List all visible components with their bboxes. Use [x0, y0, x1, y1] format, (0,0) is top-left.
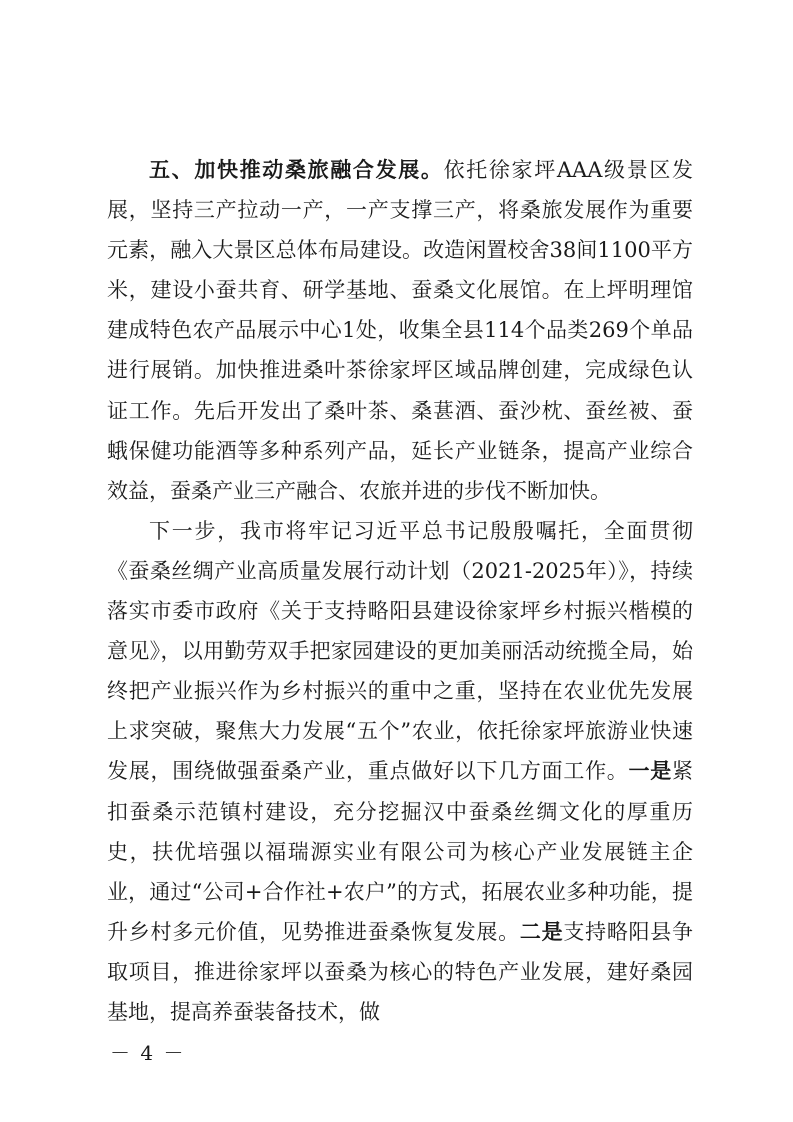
paragraph-sericulture-tourism: [107, 150, 693, 511]
document-body: [107, 150, 693, 1032]
point-text-two: 支持略阳县争取项目，推进徐家坪以蚕桑为核心的特色产业发展，建好桑园基地，提高养蚕装备技术，做: [107, 919, 694, 1024]
point-label-two: 二是: [519, 919, 564, 944]
page-number: － 4 －: [110, 1041, 186, 1065]
paragraph-next-steps: [107, 511, 693, 1032]
point-label-one: 一是: [628, 759, 673, 784]
point-text-one: 紧扣蚕桑示范镇村建设，充分挖掘汉中蚕桑丝绸文化的厚重历史，扶优培强以福瑞源实业有限公司为核心产业发展链主企业，通过“公司+合作社+农户”的方式，拓展农业多种功能，提升乡村多元价值，见势推进蚕桑恢复发展。: [107, 759, 694, 944]
paragraph-text: 下一步，我市将牢记习近平总书记殷殷嘱托，全面贯彻《蚕桑丝绸产业高质量发展行动计划（2021-2025年）》，持续落实市委市政府《关于支持略阳县建设徐家坪乡村振兴楷模的意见》，以用勤劳双手把家园建设的更加美丽活动统揽全局，始终把产业振兴作为乡村振兴的重中之重，坚持在农业优先发展上求突破，聚焦大力发展“五个”农业，依托徐家坪旅游业快速发展，围绕做强蚕桑产业，重点做好以下几方面工作。: [107, 518, 693, 784]
paragraph-text: 依托徐家坪AAA级景区发展，坚持三产拉动一产，一产支撑三产，将桑旅发展作为重要元素，融入大景区总体布局建设。改造闲置校舍38间1100平方米，建设小蚕共育、研学基地、蚕桑文化展馆。在上坪明理馆建成特色农产品展示中心1处，收集全县114个品类269个单品进行展销。加快推进桑叶茶徐家坪区域品牌创建，完成绿色认证工作。先后开发出了桑叶茶、桑葚酒、蚕沙枕、蚕丝被、蚕蛾保健功能酒等多种系列产品，延长产业链条，提高产业综合效益，蚕桑产业三产融合、农旅并进的步伐不断加快。: [107, 158, 694, 503]
section-heading: 五、加快推动桑旅融合发展。: [149, 158, 444, 182]
